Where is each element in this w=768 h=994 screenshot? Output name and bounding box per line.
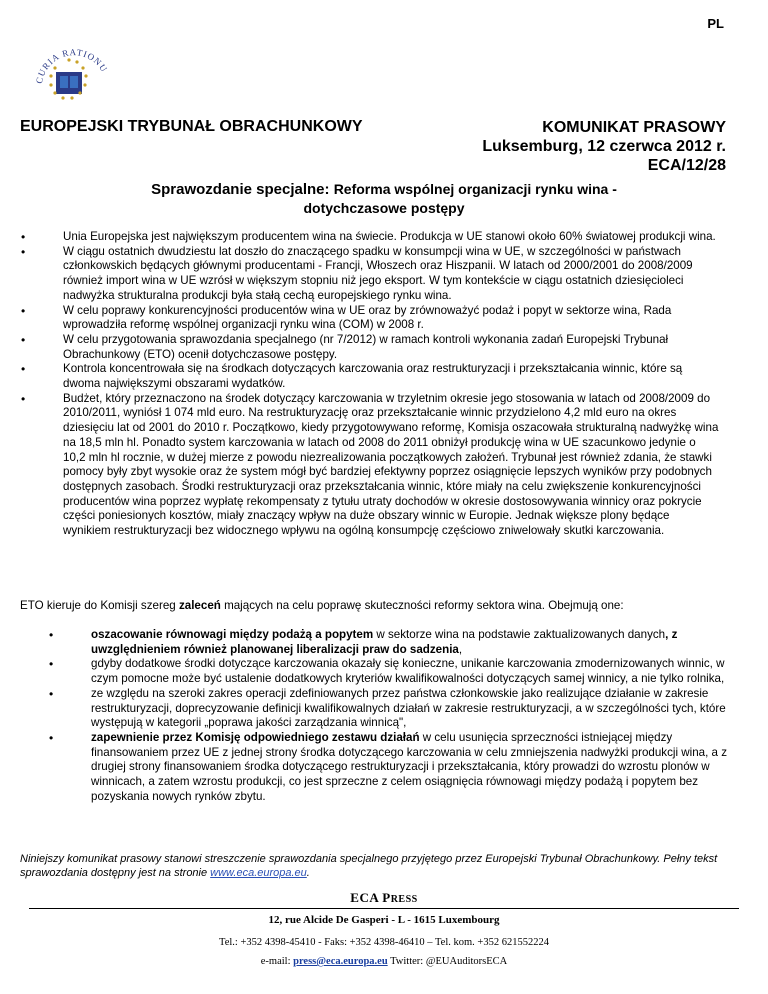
intro-bold: zaleceń xyxy=(178,599,221,612)
rec-bold: zapewnienie przez Komisję odpowiedniego zestawu działań xyxy=(91,730,420,744)
language-code: PL xyxy=(707,16,724,31)
page-title xyxy=(0,180,768,217)
list-item: • Unia Europejska jest największym producentem wina na świecie. Produkcja w UE stanowi około 60% światowej produkcji wina. xyxy=(20,230,720,245)
twitter-handle: Twitter: @EUAuditorsECA xyxy=(387,956,508,967)
place-date: Luksemburg, 12 czerwca 2012 r. xyxy=(482,138,726,155)
eca-emblem-icon xyxy=(30,32,112,114)
footer-divider xyxy=(29,908,739,909)
list-item: • W celu przygotowania sprawozdania specjalnego (nr 7/2012) w ramach kontroli wykonania zadań Europejski Trybunał Obrachunkowy (ETO) ocenił dotychczasowe postępy. xyxy=(20,333,720,362)
title-main: Reforma wspólnej organizacji rynku wina - xyxy=(333,181,617,197)
eca-logo xyxy=(30,32,112,114)
list-item: • Budżet, który przeznaczono na środek dotyczący karczowania w trzyletnim okresie jego stosowania w latach od 2008/2009 do 2010/2011, wyniósł 1 074 mld euro. Na restrukturyzację oraz przekształcanie winnic przydzielono 4,2 mld euro na okres dziesięciu lat od 2001 do 2010 r. Początkowo, kiedy przygotowywano reformę, Komisja oszacowała strukturalną nadwyżkę wina na 18,5 mln hl. Ponadto system karczowania w latach od 2008 do 2011 obniżył produkcję wina w UE szacunkowo jedynie o 10,2 mln hl rocznie, w dużej mierze z powodu niezrealizowania początkowych założeń. Trybunał jest również zdania, że stawki pomocy były zbyt wysokie oraz że system mógł być bardziej efektywny poprzez osiągnięcie lepszych wyników przy podobnych dostępnych zasobach. Środki restrukturyzacji oraz przekształcania winnic, które miały na celu zwiększenie konkurencyjności producentów wina poprzez wypłatę rekompensaty z tytułu utraty dochodów w okresie dostosowywania winnicy oraz pokrycie części poniesionych kosztów, miały znaczący wpływ na duże obszary winnic w Europie. Jednak większe plony będące wynikiem restrukturyzacji bez widocznego wpływu na ogólną konsumpcję częściowo zniwelowały skutki karczowania. xyxy=(20,392,720,539)
title-lead: Sprawozdanie specjalne: xyxy=(151,181,330,198)
rec-tail: , xyxy=(458,642,463,656)
footer-contact xyxy=(0,956,768,967)
note-end: . xyxy=(306,867,310,879)
rec-text: ze względu na szeroki zakres operacji zdefiniowanych przez państwa członkowskie jako realizujące działanie w zakresie restrukturyzacji, doprecyzowanie definicji kwalifikowalnych działań w zakresie restrukturyzacji, a w szczególności tych, które występują w kategorii „poprawa jakości zarządzania winnicą", xyxy=(91,686,726,730)
recommendations-list xyxy=(48,628,728,804)
summary-bullet-list xyxy=(20,230,720,539)
organization-name: EUROPEJSKI TRYBUNAŁ OBRACHUNKOWY xyxy=(20,118,363,135)
list-item xyxy=(48,628,728,657)
list-item xyxy=(48,687,728,731)
rec-text: w sektorze wina na podstawie zaktualizowanych danych xyxy=(373,628,666,641)
press-email-link[interactable]: press@eca.europa.eu xyxy=(293,956,388,967)
footer-title-big: ECA P xyxy=(350,890,391,905)
eca-website-link[interactable]: www.eca.europa.eu xyxy=(210,867,307,879)
footer-phone: Tel.: +352 4398-45410 - Faks: +352 4398-46410 – Tel. kom. +352 621552224 xyxy=(219,937,549,948)
footnote xyxy=(20,852,740,880)
page-footer xyxy=(0,890,768,967)
rec-bold-2: , z uwzględnieniem również planowanej liberalizacji praw do sadzenia xyxy=(91,628,678,656)
footer-title-small: RESS xyxy=(390,894,418,905)
email-label: e-mail: xyxy=(260,956,294,967)
list-item: • Kontrola koncentrowała się na środkach dotyczących karczowania oraz restrukturyzacji i przekształcania winnic, które są dwoma największymi obszarami wydatków. xyxy=(20,362,720,391)
intro-text-end: mających na celu poprawę skuteczności reformy sektora wina. Obejmują one: xyxy=(220,599,624,612)
note-text: Niniejszy komunikat prasowy stanowi streszczenie sprawozdania specjalnego przyjętego przez Europejski Trybunał Obrachunkowy. Pełny tekst sprawozdania dostępny jest na stronie xyxy=(20,853,718,879)
rec-bold: oszacowanie równowagi między podażą a popytem xyxy=(91,628,374,641)
footer-title xyxy=(0,890,768,906)
footer-address: 12, rue Alcide De Gasperi - L - 1615 Luxembourg xyxy=(268,914,500,926)
rec-text: w celu usunięcia sprzeczności istniejącej między finansowaniem przez UE z jednej strony środka dotyczącego karczowania w celu zmniejszenia nadwyżki produkcji wina, a z drugiej strony finansowaniem środka dotyczącego restrukturyzacji i przekształcania, który prowadzi do wzrostu plonów w winnicach, a zatem wzrostu produkcji, co jest sprzeczne z celem osiągnięcia równowagi między podażą i popytem bez pozyskania nowych rynków zbytu. xyxy=(91,730,728,803)
press-release-header xyxy=(482,118,726,175)
list-item: • W celu poprawy konkurencyjności producentów wina w UE oraz by zrównoważyć podaż i popyt w sektorze wina, Rada wprowadziła reformę wspólnej organizacji rynku wina (COM) w 2008 r. xyxy=(20,304,720,333)
list-item xyxy=(48,657,728,686)
list-item: • W ciągu ostatnich dwudziestu lat doszło do znaczącego spadku w konsumpcji wina w UE, w szczególności w państwach członkowskich będących głównymi producentami - Francji, Włoszech oraz Hiszpanii. W latach od 2000/2001 do 2008/2009 również import wina w UE wzrósł w większym stopniu niż jego eksport. W tym kontekście w ciągu ostatnich dziesięcioleci nadwyżka strukturalna produkcji była stałą cechą europejskiego rynku wina. xyxy=(20,245,720,304)
document-type: KOMUNIKAT PRASOWY xyxy=(542,119,726,136)
reference-number: ECA/12/28 xyxy=(647,157,726,174)
recommendations-intro xyxy=(20,598,740,613)
list-item xyxy=(48,731,728,805)
intro-text: ETO kieruje do Komisji szereg xyxy=(20,599,179,612)
logo-lettering: CURIA RATIONU xyxy=(33,47,110,85)
title-line2: dotychczasowe postępy xyxy=(303,200,465,216)
rec-text: gdyby dodatkowe środki dotyczące karczowania okazały się konieczne, unikanie karczowania zmodernizowanych winnic, w czym pomocne może być ustalenie dodatkowych kryteriów kwalifikowalności dotyczących samej winnicy, a nie tylko rolnika, xyxy=(91,657,725,686)
